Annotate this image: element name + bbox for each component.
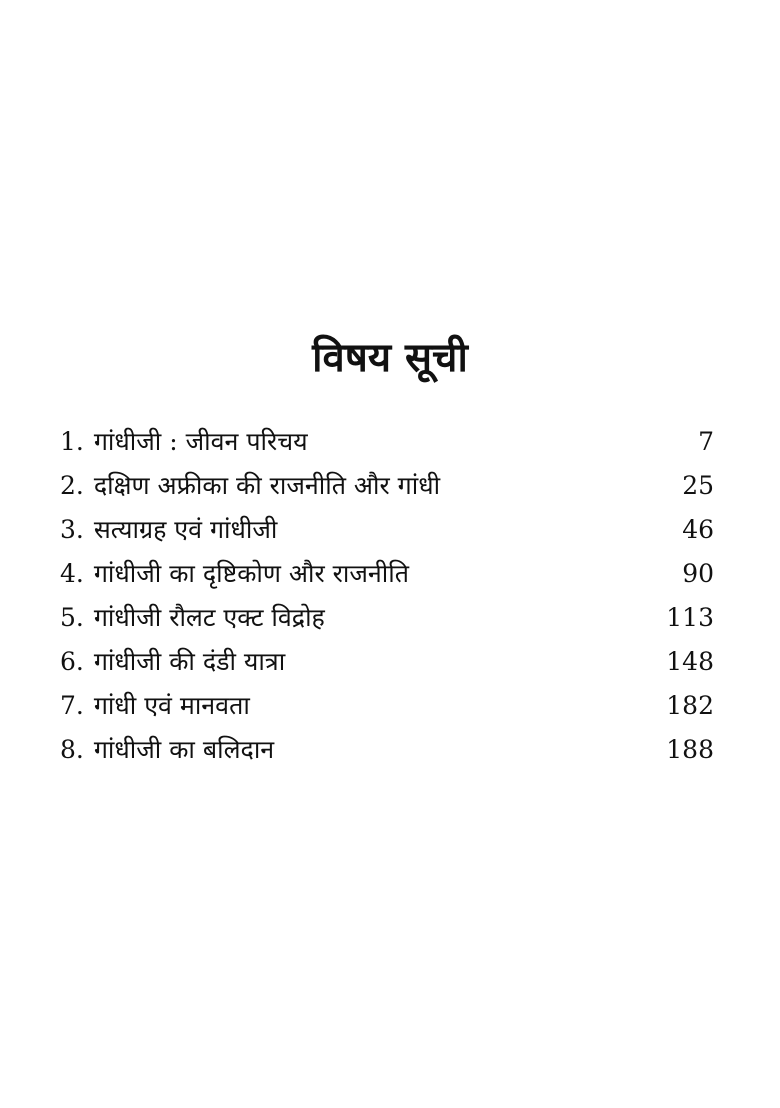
toc-item-page: 25 <box>682 471 714 500</box>
toc-entry <box>60 640 285 684</box>
toc-entry <box>60 420 308 464</box>
toc-item-page: 182 <box>666 691 714 720</box>
toc-item-title: गांधीजी का दृष्टिकोण और राजनीति <box>93 559 409 588</box>
toc-item-title: गांधीजी का बलिदान <box>93 735 275 764</box>
toc-entry <box>60 684 250 728</box>
toc-item <box>60 420 714 464</box>
toc-item-title: गांधी एवं मानवता <box>93 691 250 720</box>
toc-item <box>60 552 714 596</box>
toc-item-number: 7. <box>60 691 84 720</box>
toc-item-number: 8. <box>60 735 84 764</box>
toc-item-page: 113 <box>666 603 714 632</box>
toc-item-number: 6. <box>60 647 84 676</box>
toc-entry <box>60 596 325 640</box>
toc-item-number: 3. <box>60 515 84 544</box>
table-of-contents <box>60 420 714 772</box>
toc-item-number: 5. <box>60 603 84 632</box>
page-title: विषय सूची <box>312 335 468 381</box>
toc-entry <box>60 508 277 552</box>
toc-item <box>60 640 714 684</box>
toc-item <box>60 684 714 728</box>
toc-item-page: 46 <box>682 515 714 544</box>
toc-item <box>60 728 714 772</box>
toc-item-title: सत्याग्रह एवं गांधीजी <box>93 515 278 544</box>
toc-item-title: गांधीजी की दंडी यात्रा <box>93 647 286 676</box>
toc-item-page: 90 <box>682 559 714 588</box>
toc-entry <box>60 464 440 508</box>
toc-item <box>60 464 714 508</box>
toc-item-title: दक्षिण अफ्रीका की राजनीति और गांधी <box>93 471 441 500</box>
toc-item-page: 7 <box>698 427 714 456</box>
toc-item-title: गांधीजी रौलट एक्ट विद्रोह <box>93 603 325 632</box>
toc-item-number: 1. <box>60 427 84 456</box>
toc-entry <box>60 552 409 596</box>
toc-item-number: 2. <box>60 471 84 500</box>
toc-item <box>60 508 714 552</box>
toc-item <box>60 596 714 640</box>
toc-item-page: 148 <box>666 647 714 676</box>
toc-item-page: 188 <box>666 735 714 764</box>
toc-item-number: 4. <box>60 559 84 588</box>
toc-item-title: गांधीजी : जीवन परिचय <box>93 427 308 456</box>
toc-entry <box>60 728 274 772</box>
